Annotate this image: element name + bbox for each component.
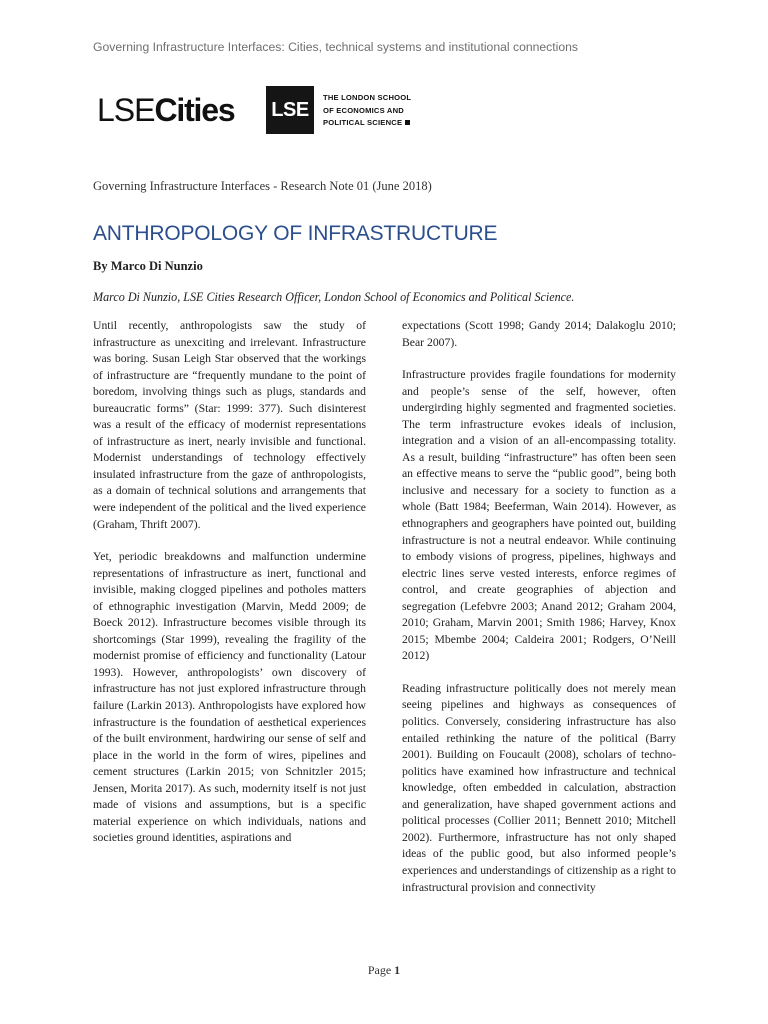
body-column-right (402, 318, 676, 912)
lse-logo-text (323, 92, 411, 130)
lsecities-logo-bold: Cities (154, 92, 235, 128)
lse-logo-line-2: OF ECONOMICS AND (323, 105, 404, 115)
author-affiliation: Marco Di Nunzio, LSE Cities Research Officer, London School of Economics and Political Science. (93, 290, 575, 304)
paragraph: Reading infrastructure politically does not merely mean seeing pipelines and highways as consequences of politics. Conversely, considering infrastructure has also entailed rethinking the nature of the political (Barry 2001). Building on Foucault (2008), scholars of techno-politics have examined how infrastructure and technical knowledge, often embedded in calculation, abstraction and generalization, have shaped government actions and political processes (Collier 2011; Bennett 2010; Mitchell 2002). Furthermore, infrastructure has not only shaped ideas of the public good, but also informed people’s experiences and understandings of citizenship as a right to infrastructural provision and connectivity (402, 681, 676, 894)
paragraph: Until recently, anthropologists saw the study of infrastructure as unexciting and irrelevant. Infrastructure was boring. Susan Leigh Star observed that the workings of infrastructure are “frequently mundane to the point of boredom, involving things such as plugs, standards and bureaucratic forms” (Star: 1999: 377). Such disinterest was a result of the efficacy of modernist representations of infrastructure as inert, nearly invisible and functional. Modernist understandings of technology effectively insulated infrastructure from the gaze of anthropologists, as a domain of technical solutions and arrangements that were independent of the political and the lived experience (Graham, Thrift 2007). (93, 319, 366, 531)
lse-logo-box: LSE (266, 86, 314, 134)
page-number-value: 1 (394, 963, 401, 977)
lsecities-logo-thin: LSE (97, 92, 155, 128)
page-label: Page (367, 963, 392, 977)
paragraph: Infrastructure provides fragile foundations for modernity and people’s sense of the self, however, often undergirding highly segmented and fragmented societies. The term infrastructure evokes ideals of inclusion, integration and a vision of an all-encompassing totality. As a result, building “infrastructure” has often been seen an effective means to serve the “public good”, being both inclusive and necessary for a society to function as a whole (Batt 1984; Beeferman, Wain 2014). However, as ethnographers and geographers have pointed out, building infrastructure is not a neutral endeavor. While continuing to embody visions of progress, pipelines, highways and electric lines serve vested interests, enforce regimes of control, and create geographies of abjection and segregation (Lefebvre 2003; Anand 2012; Graham 2004, 2010; Graham, Marvin 2001; Smith 1986; Harvey, Knox 2015; Mbembe 2004; Caldeira 2001; Rodgers, O’Neill 2012) (402, 368, 676, 663)
series-line: Governing Infrastructure Interfaces - Research Note 01 (June 2018) (93, 179, 432, 193)
lsecities-logo (97, 88, 234, 132)
lse-logo-line-1: THE LONDON SCHOOL (323, 93, 412, 102)
paragraph: expectations (Scott 1998; Gandy 2014; Dalakoglu 2010; Bear 2007). (402, 319, 676, 349)
paragraph: Yet, periodic breakdowns and malfunction undermine representations of infrastructure as inert, functional and invisible, making clogged pipelines and potholes matters of ethnographic investigation (Marvin, Medd 2009; de Boeck 2012). Infrastructure becomes visible through its shortcomings (Star 1999), revealing the fragility of the modernist promise of efficiency and functionality (Latour 1993). However, anthropologists’ own discovery of infrastructure has not just explored infrastructure through failure (Larkin 2013). Anthropologists have explored how infrastructure is the foundation of aesthetical experiences of the built environment, hardwiring our sense of self and place in the world in the form of wires, pipelines and cement structures (Larkin 2015; von Schnitzler 2015; Jensen, Morita 2017). As such, modernity itself is not just made of visions and assumptions, but is a specific material experience on which individuals, nations and societies ground identities, aspirations and (93, 550, 366, 845)
lse-logo-square-icon (405, 120, 410, 125)
byline: By Marco Di Nunzio (93, 259, 203, 273)
body-column-left (93, 318, 366, 863)
page-number (0, 963, 768, 978)
running-header: Governing Infrastructure Interfaces: Cities, technical systems and institutional connections (93, 40, 579, 54)
document-title: ANTHROPOLOGY OF INFRASTRUCTURE (93, 222, 498, 245)
lse-logo-line-3: POLITICAL SCIENCE (323, 117, 411, 130)
